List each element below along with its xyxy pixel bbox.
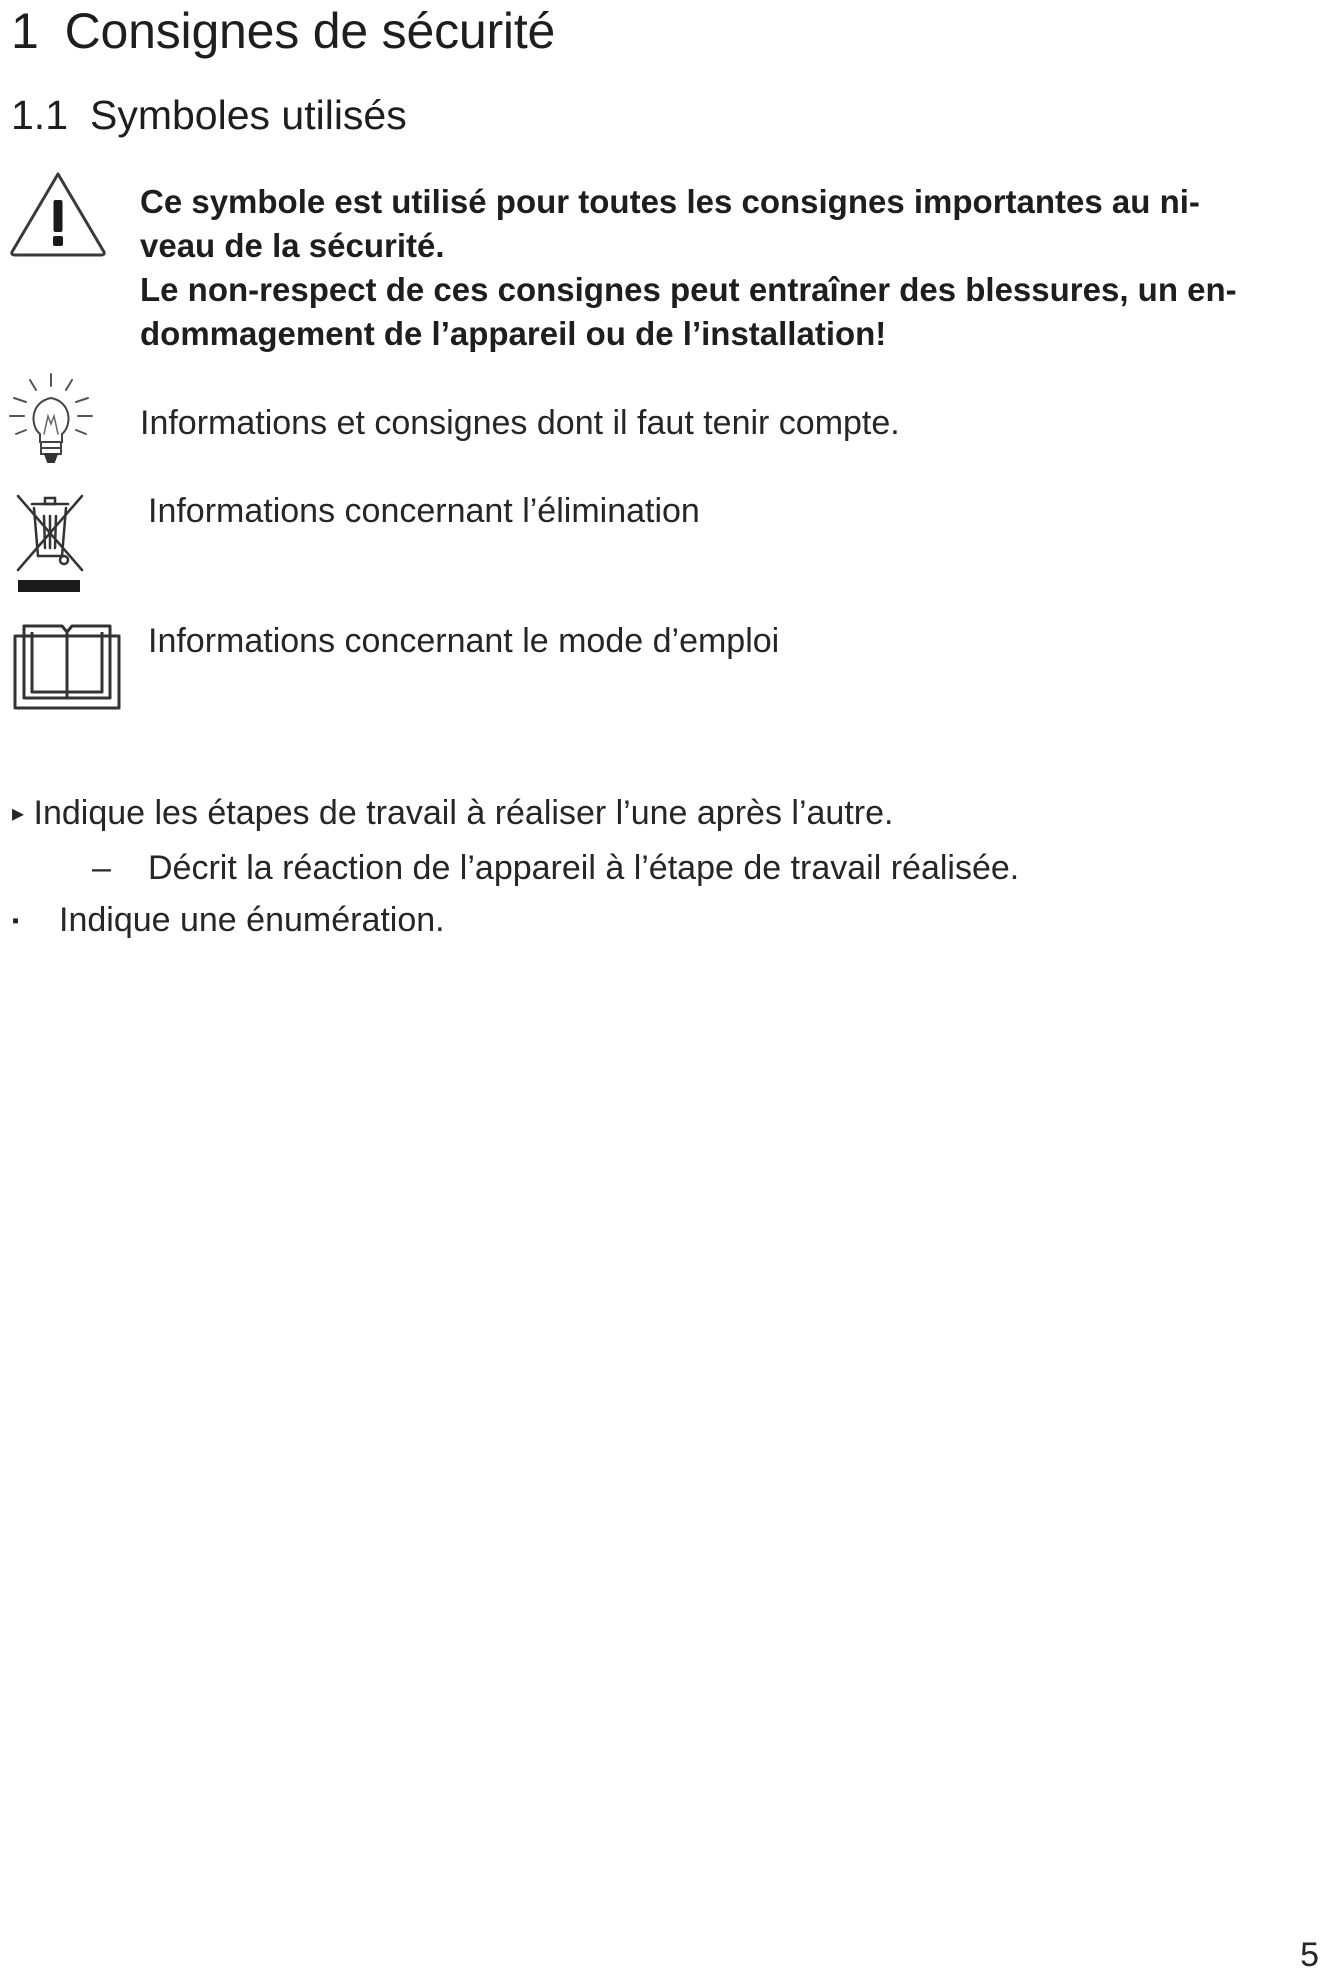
lightbulb-icon bbox=[6, 372, 96, 467]
warning-line-3: Le non-respect de ces consignes peut entraîner des blessures, un en- bbox=[140, 271, 1237, 308]
reaction-marker: – bbox=[92, 849, 111, 887]
crossed-bin-icon bbox=[12, 492, 88, 596]
info-description: Informations et consignes dont il faut tenir compte. bbox=[140, 404, 900, 442]
enumeration-marker-icon: ▪ bbox=[12, 910, 20, 932]
manual-description: Informations concernant le mode d’emploi bbox=[148, 622, 780, 660]
section-number: 1.1 bbox=[11, 92, 68, 138]
warning-line-4: dommagement de l’appareil ou de l’installation! bbox=[140, 315, 887, 352]
chapter-title: Consignes de sécurité bbox=[64, 3, 556, 59]
page-number: 5 bbox=[1300, 1936, 1319, 1974]
step-convention bbox=[12, 794, 893, 833]
page-title bbox=[11, 2, 555, 60]
reaction-convention bbox=[92, 849, 1019, 888]
reaction-text: Décrit la réaction de l’appareil à l’étape de travail réalisée. bbox=[148, 849, 1020, 887]
section-title bbox=[11, 92, 407, 139]
section-title-text: Symboles utilisés bbox=[90, 92, 407, 138]
open-book-icon bbox=[12, 620, 122, 712]
chapter-number: 1 bbox=[11, 3, 39, 59]
enumeration-convention bbox=[12, 901, 445, 940]
step-text: Indique les étapes de travail à réaliser l’une après l’autre. bbox=[33, 794, 894, 832]
disposal-description: Informations concernant l’élimination bbox=[148, 492, 700, 530]
warning-description bbox=[140, 180, 1320, 356]
enumeration-text: Indique une énumération. bbox=[59, 901, 445, 939]
warning-line-2: veau de la sécurité. bbox=[140, 227, 445, 264]
step-marker-icon: ▸ bbox=[12, 800, 25, 827]
warning-triangle-icon bbox=[8, 170, 108, 258]
warning-line-1: Ce symbole est utilisé pour toutes les consignes importantes au ni- bbox=[140, 183, 1200, 220]
